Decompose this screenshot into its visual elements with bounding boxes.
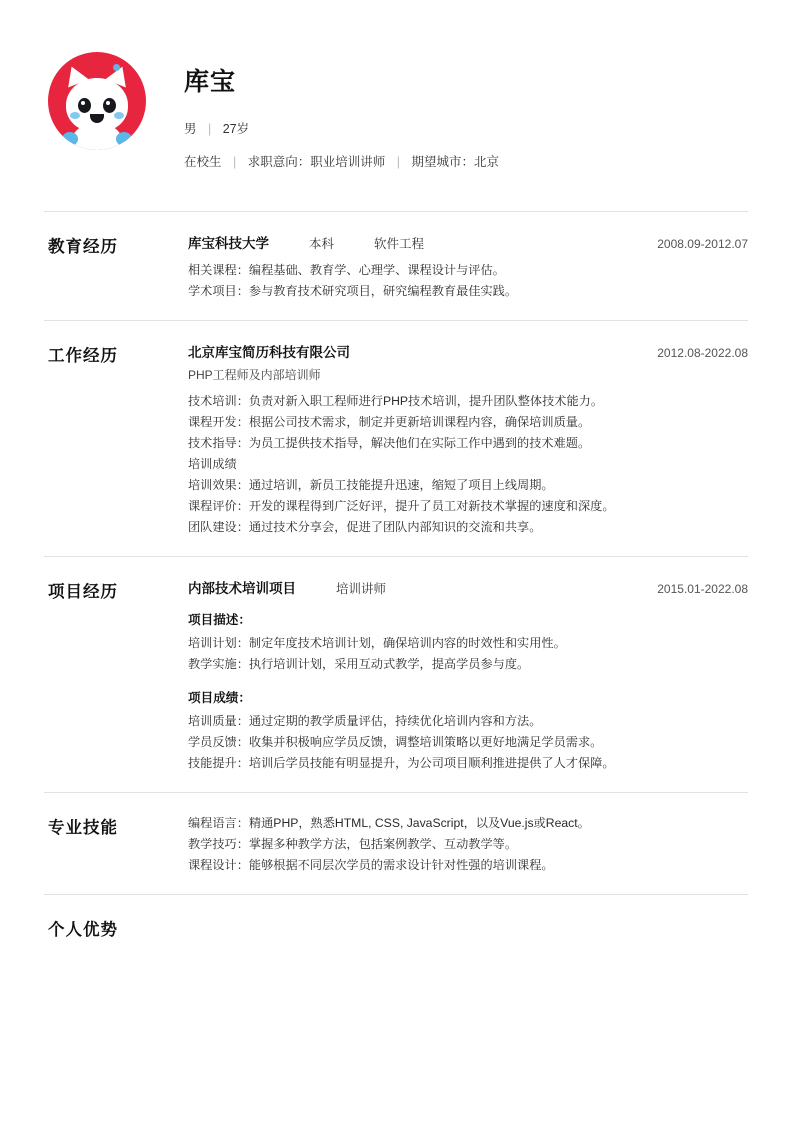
cat-cheek-right-icon xyxy=(114,112,124,119)
section-work xyxy=(44,321,748,556)
cat-mascot-avatar xyxy=(48,52,146,150)
candidate-name: 库宝 xyxy=(184,68,237,96)
cat-paw-left-icon xyxy=(62,132,78,146)
project-description-label: 项目描述： xyxy=(188,613,251,627)
header-info xyxy=(184,52,499,185)
school-name: 库宝科技大学 xyxy=(188,236,269,251)
section-title-skills: 专业技能 xyxy=(48,819,118,837)
work-date: 2012.08-2022.08 xyxy=(657,346,748,360)
list-item: 团队建设：通过技术分享会，促进了团队内部知识的交流和共享。 xyxy=(188,520,542,534)
list-item: 教学技巧：掌握多种教学方法，包括案例教学、互动教学等。 xyxy=(188,837,518,851)
cat-antenna-icon xyxy=(113,64,120,71)
project-date: 2015.01-2022.08 xyxy=(657,582,748,596)
age-value: 27岁 xyxy=(222,122,250,136)
list-item: 培训计划：制定年度技术培训计划，确保培训内容的时效性和实用性。 xyxy=(188,636,566,650)
list-item: 技术指导：为员工提供技术指导，解决他们在实际工作中遇到的技术难题。 xyxy=(188,436,591,450)
work-detail-lines xyxy=(188,391,748,538)
section-title-project: 项目经历 xyxy=(48,583,118,601)
project-role: 培训讲师 xyxy=(336,582,387,596)
list-item: 培训成绩 xyxy=(188,457,237,471)
work-entry-head xyxy=(188,341,748,361)
list-item: 学术项目：参与教育技术研究项目，研究编程教育最佳实践。 xyxy=(188,284,518,298)
list-item: 培训效果：通过培训，新员工技能提升迅速，缩短了项目上线周期。 xyxy=(188,478,554,492)
meta-divider-icon: | xyxy=(208,122,212,136)
section-body-work xyxy=(188,341,748,538)
list-item: 技能提升：培训后学员技能有明显提升，为公司项目顺利推进提供了人才保障。 xyxy=(188,756,615,770)
education-date: 2008.09-2012.07 xyxy=(657,237,748,251)
status-value: 在校生 xyxy=(184,155,222,169)
cat-eye-left-icon xyxy=(78,98,91,113)
section-advantage xyxy=(44,895,748,958)
section-title-education: 教育经历 xyxy=(48,238,118,256)
section-education xyxy=(44,212,748,320)
project-result-lines xyxy=(188,711,748,774)
job-meta xyxy=(184,152,499,170)
cat-paw-right-icon xyxy=(116,132,132,146)
section-body-project xyxy=(188,577,748,774)
company-name: 北京库宝简历科技有限公司 xyxy=(188,345,350,360)
intent-value: 职业培训讲师 xyxy=(310,155,386,169)
list-item: 技术培训：负责对新入职工程师进行PHP技术培训，提升团队整体技术能力。 xyxy=(188,394,604,408)
project-description-lines xyxy=(188,633,748,675)
section-body-education xyxy=(188,232,748,302)
list-item: 课程评价：开发的课程得到广泛好评，提升了员工对新技术掌握的速度和深度。 xyxy=(188,499,615,513)
meta-divider-icon-3: | xyxy=(396,155,400,169)
project-result-label: 项目成绩： xyxy=(188,691,251,705)
project-name: 内部技术培训项目 xyxy=(188,581,296,596)
education-detail-lines xyxy=(188,260,748,302)
cat-eye-right-icon xyxy=(103,98,116,113)
section-body-advantage xyxy=(188,915,748,940)
city-label: 期望城市： xyxy=(411,155,474,169)
list-item: 课程设计：能够根据不同层次学员的需求设计针对性强的培训课程。 xyxy=(188,858,554,872)
section-title-work: 工作经历 xyxy=(48,347,118,365)
major-value: 软件工程 xyxy=(374,237,425,251)
basic-meta xyxy=(184,119,499,137)
project-entry-head xyxy=(188,577,748,597)
degree-value: 本科 xyxy=(309,237,335,251)
cat-cheek-left-icon xyxy=(70,112,80,119)
section-project xyxy=(44,557,748,792)
gender-value: 男 xyxy=(184,122,197,136)
list-item: 培训质量：通过定期的教学质量评估，持续优化培训内容和方法。 xyxy=(188,714,542,728)
section-skills xyxy=(44,793,748,894)
intent-label: 求职意向： xyxy=(247,155,311,169)
education-entry-head xyxy=(188,232,748,252)
list-item: 相关课程：编程基础、教育学、心理学、课程设计与评估。 xyxy=(188,263,505,277)
city-value: 北京 xyxy=(474,155,500,169)
section-body-skills xyxy=(188,813,748,876)
list-item: 教学实施：执行培训计划，采用互动式教学，提高学员参与度。 xyxy=(188,657,530,671)
list-item: 编程语言：精通PHP，熟悉HTML, CSS, JavaScript，以及Vue.js或React。 xyxy=(188,816,590,830)
meta-divider-icon-2: | xyxy=(233,155,237,169)
resume-header xyxy=(44,44,748,211)
list-item: 课程开发：根据公司技术需求，制定并更新培训课程内容，确保培训质量。 xyxy=(188,415,591,429)
work-role: PHP工程师及内部培训师 xyxy=(188,368,321,382)
section-title-advantage: 个人优势 xyxy=(48,921,118,939)
list-item: 学员反馈：收集并积极响应学员反馈，调整培训策略以更好地满足学员需求。 xyxy=(188,735,603,749)
